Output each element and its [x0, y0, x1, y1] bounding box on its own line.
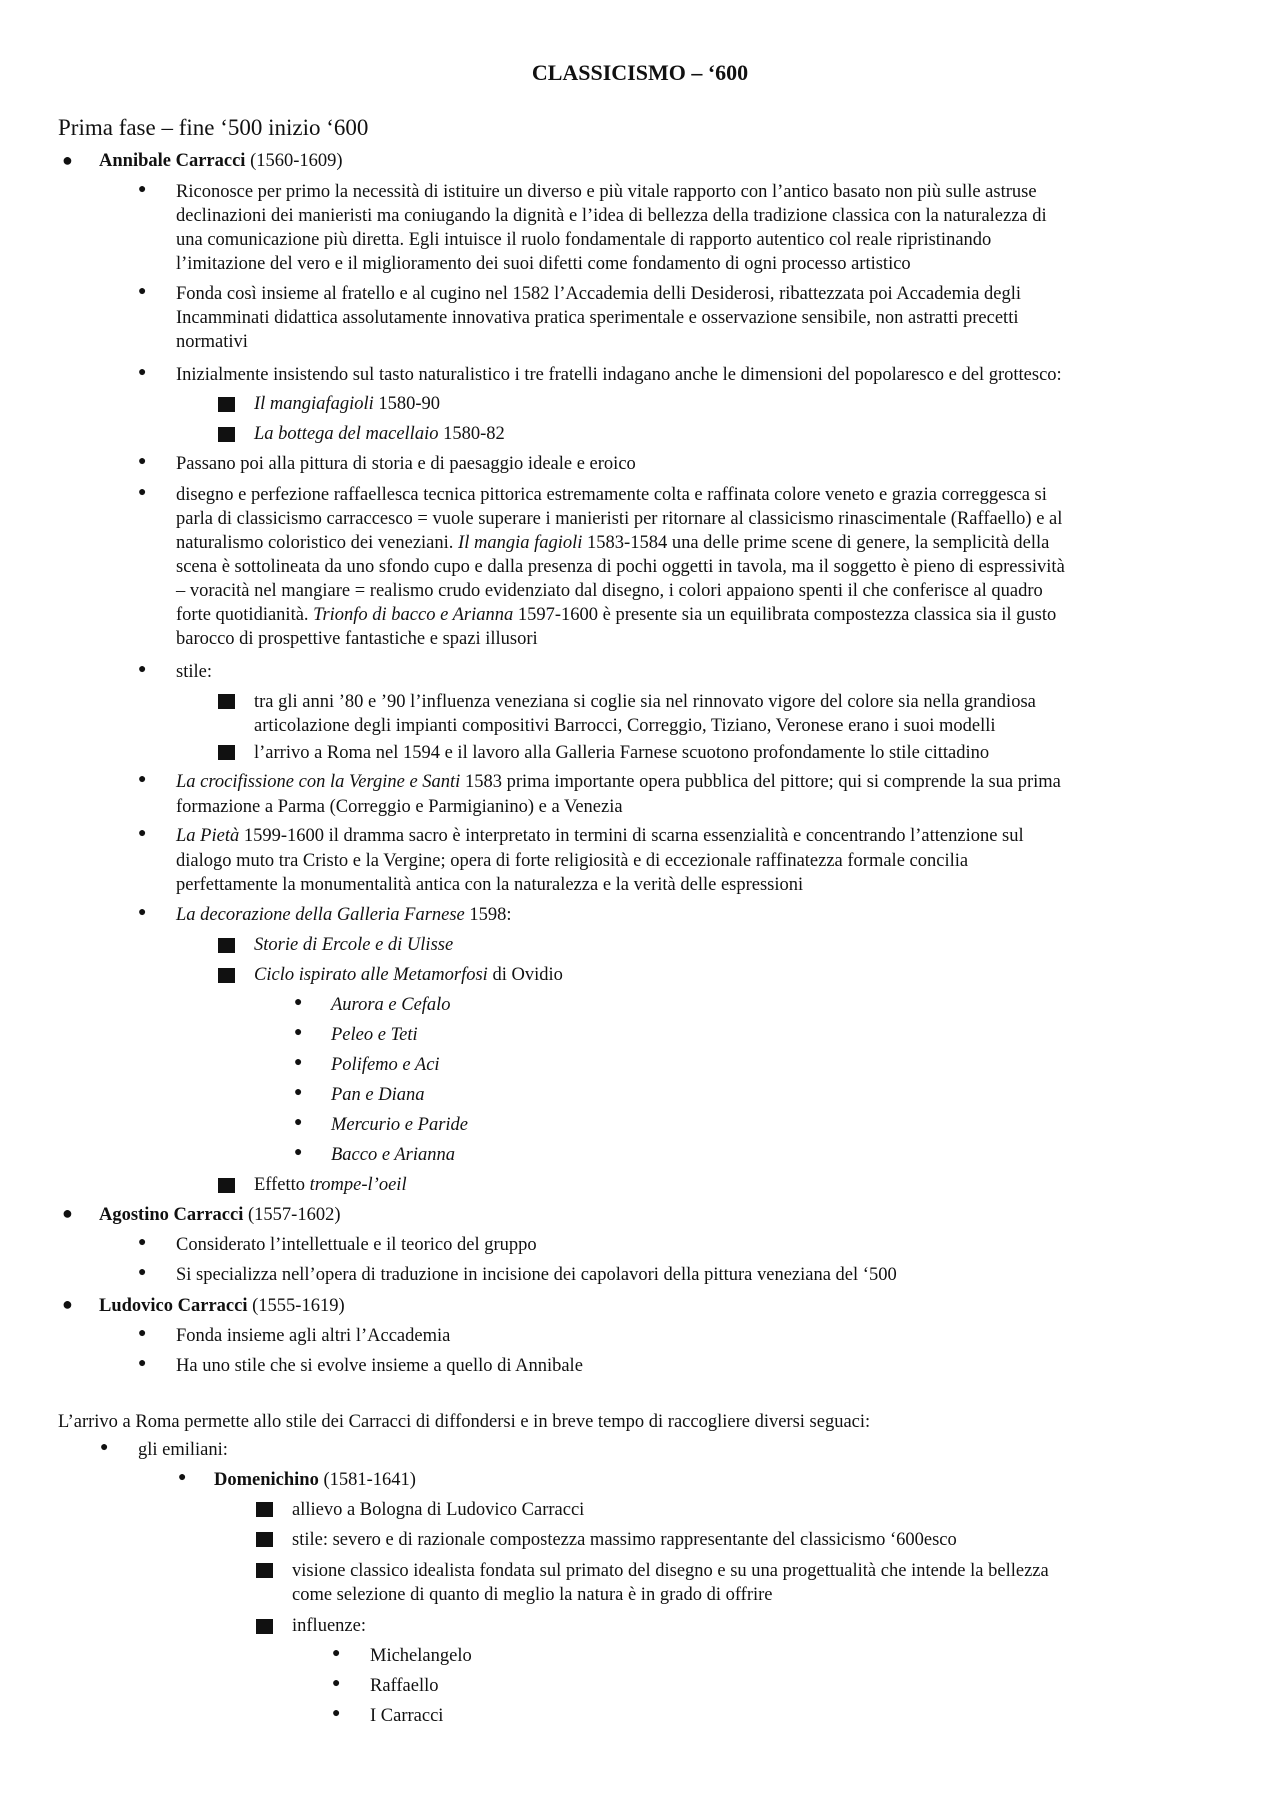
bullet-icon: ● [62, 150, 73, 170]
bullet-icon: ● [138, 284, 147, 299]
work-bottega-macellaio: La bottega del macellaio 1580-82 [254, 424, 505, 444]
pieta-line-2: dialogo muto tra Cristo e la Vergine; opera di forte religiosità e di eccezionale raffinatezza formale concilia [176, 851, 969, 871]
bullet-icon: ● [332, 1706, 341, 1721]
bullet-icon: ● [138, 1356, 147, 1371]
bullet-icon: ● [294, 1085, 303, 1100]
bullet-icon: ● [294, 1025, 303, 1040]
stile-item-2: l’arrivo a Roma nel 1594 e il lavoro alla Galleria Farnese scuotono profondamente lo stile cittadino [254, 743, 990, 763]
bullet-icon: ● [294, 1115, 303, 1130]
document-page: CLASSICISMO – ‘600 Prima fase – fine ‘500 inizio ‘600 ● Annibale Carracci (1560-1609) ● Riconosce per primo la necessità di istituire un diverso e più vitale rapporto con l’antico basato non più sulle astruse declinazioni dei manieristi ma coniugando la dignità e l’idea di bellezza della tradizione classica con la naturalezza di una comunicazione più diretta. Egli intuisce il ruolo fondamentale di rapporto autentico col reale ripristinando l’imitazione del vero e il miglioramento dei suoi difetti come fondamento di ogni processo artistico ● Fonda così insieme al fratello e al cugino nel 1582 l’Accademia delli Desiderosi, ribattezzata poi Accademia degli Incamminati didattica assolutamente innovativa pratica sperimentale e osservazione sensibile, non astratti precetti normativi ● Inizialmente insistendo sul tasto naturalistico i tre fratelli indagano anche le dimensioni del popolaresco e del grottesco: Il mangiafagioli 1580-90 La bottega del macellaio 1580-82 ● Passano poi alla pittura di storia e di paesaggio ideale e eroico ● disegno e perfezione raffaellesca tecnica pittorica estremamente colta e raffinata colore veneto e grazia correggesca si parla di classicismo carraccesco = vuole superare i manieristi per ritornare al classicismo rinascimentale (Raffaello) e al naturalismo coloristico dei veneziani. Il mangia fagioli 1583-1584 una delle prime scene di genere, la semplicità della scena è sottolineata da uno sfondo cupo e dalla presenza di pochi oggetti in tavola, ma il soggetto è pieno di espressività – voracità nel mangiare = realismo crudo evidenziato dal disegno, i colori appaiono spenti il che conferisce al quadro forte quotidianità. Trionfo di bacco e Arianna 1597-1600 è presente sia un equilibrata compostezza classica sia il gusto barocco di prospettive fantastiche e spazi illusori ● stile: tra gli anni ’80 e ’90 l’influenza veneziana si coglie sia nel rinnovato vigore del colore sia nella grandiosa articolazione degli impianti compositivi Barrocci, Correggio, Tiziano, Veronese erano i suoi modelli l’arrivo a Roma nel 1594 e il lavoro alla Galleria Farnese scuotono profondamente lo stile cittadino ● La crocifissione con la Vergine e Santi 1583 prima importante opera pubblica del pittore; qui si comprende la sua prima formazione a Parma (Correggio e Parmigianino) e a Venezia ● La Pietà 1599-1600 il dramma sacro è interpretato in termini di scarna essenzialità e concentrando l’attenzione sul dialogo muto tra Cristo e la Vergine; opera di forte religiosità e di eccezionale raffinatezza formale concilia perfettamente la monumentalità antica con la naturalezza e la verità delle espressioni ● La decorazione della Galleria Farnese 1598: Storie di Ercole e di Ulisse Ciclo ispirato alle Metamorfosi di Ovidio ● Aurora e Cefalo ● Peleo e Teti ● Polifemo e Aci ● Pan e Diana ● Mercurio e Paride ● Bacco e Arianna Effetto trompe-l’oeil ● Agostino Carracci (1557-1602) ● Considerato l’intellettuale e il teorico del gruppo ● Si specializza nell’opera di traduzione in incisione dei capolavori della pittura veneziana del ‘500 ● Ludovico Carracci (1555-1619) ● Fonda insieme agli altri l’Accademia ● Ha uno stile che si evolve insieme a quello di Annibale L’arrivo a Roma permette allo stile dei Carracci di diffondersi e in breve tempo di raccogliere diversi seguaci: ● gli emiliani: ● Domenichino (1581-1641) allievo a Bologna di Ludovico Carracci stile: severo e di razionale compostezza massimo rappresentante del classicismo ‘600esco visione classico idealista fondata sul primato del disegno e su una progettualità che intende la bellezza come selezione di quanto di meglio la natura è in grado di offrire influenze: ● Michelangelo ● Raffaello ● I Carracci [0, 0, 1280, 1811]
list-item: Mercurio e Paride [331, 1115, 468, 1135]
stile-heading: stile: [176, 662, 212, 682]
pieta-line-1: La Pietà 1599-1600 il dramma sacro è interpretato in termini di scarna essenzialità e concentrando l’attenzione sul [176, 826, 1024, 846]
stile-item-1: tra gli anni ’80 e ’90 l’influenza veneziana si coglie sia nel rinnovato vigore del colore sia nella grandiosa [254, 692, 1036, 712]
list-item: Considerato l’intellettuale e il teorico del gruppo [176, 1235, 537, 1255]
bullet-icon: ● [138, 485, 147, 500]
farnese-item-3: Effetto trompe-l’oeil [254, 1175, 407, 1195]
square-bullet-icon [256, 1619, 273, 1634]
square-bullet-icon [218, 397, 235, 412]
list-item: I Carracci [370, 1706, 444, 1726]
artist-ludovico: Ludovico Carracci (1555-1619) [99, 1296, 345, 1316]
domenichino-item-2: stile: severo e di razionale compostezza massimo rappresentante del classicismo ‘600esco [292, 1530, 957, 1550]
bullet-icon: ● [138, 1235, 147, 1250]
roma-paragraph: L’arrivo a Roma permette allo stile dei Carracci di diffondersi e in breve tempo di raccogliere diversi seguaci: [58, 1412, 871, 1432]
list-item: Raffaello [370, 1676, 439, 1696]
bullet-icon: ● [138, 365, 147, 380]
domenichino-item-1: allievo a Bologna di Ludovico Carracci [292, 1500, 585, 1520]
bullet-icon: ● [332, 1676, 341, 1691]
bullet-icon: ● [138, 826, 147, 841]
farnese-heading: La decorazione della Galleria Farnese 1598: [176, 905, 512, 925]
bullet-icon: ● [178, 1470, 187, 1485]
crocifissione-line-1: La crocifissione con la Vergine e Santi 1583 prima importante opera pubblica del pittore; qui si comprende la sua prima [176, 772, 1061, 792]
square-bullet-icon [218, 427, 235, 442]
work-mangiafagioli: Il mangiafagioli 1580-90 [254, 394, 441, 414]
bullet-icon: ● [62, 1294, 73, 1314]
bullet-icon: ● [294, 1055, 303, 1070]
square-bullet-icon [256, 1532, 273, 1547]
list-item: Polifemo e Aci [331, 1055, 440, 1075]
artist-annibale: Annibale Carracci (1560-1609) [99, 151, 343, 171]
stile-item-1-cont: articolazione degli impianti compositivi Barrocci, Correggio, Tiziano, Veronese erano i suoi modelli [254, 716, 996, 736]
bullet-icon: ● [138, 1326, 147, 1341]
list-item: Peleo e Teti [331, 1025, 418, 1045]
artist-agostino: Agostino Carracci (1557-1602) [99, 1205, 341, 1225]
square-bullet-icon [218, 968, 235, 983]
bullet-icon: ● [138, 454, 147, 469]
square-bullet-icon [218, 1178, 235, 1193]
list-item: Bacco e Arianna [331, 1145, 455, 1165]
square-bullet-icon [218, 694, 235, 709]
domenichino-item-3: visione classico idealista fondata sul primato del disegno e su una progettualità che intende la bellezza [292, 1561, 1049, 1581]
annibale-paragraph-3: Inizialmente insistendo sul tasto naturalistico i tre fratelli indagano anche le dimensioni del popolaresco e del grottesco: [176, 365, 1062, 385]
square-bullet-icon [256, 1502, 273, 1517]
list-item: Ha uno stile che si evolve insieme a quello di Annibale [176, 1356, 583, 1376]
bullet-icon: ● [100, 1440, 109, 1455]
bullet-icon: ● [138, 1265, 147, 1280]
bullet-icon: ● [294, 995, 303, 1010]
bullet-icon: ● [332, 1646, 341, 1661]
artist-domenichino: Domenichino (1581-1641) [214, 1470, 416, 1490]
bullet-icon: ● [62, 1203, 73, 1223]
list-item: Fonda insieme agli altri l’Accademia [176, 1326, 451, 1346]
bullet-icon: ● [138, 182, 147, 197]
pieta-line-3: perfettamente la monumentalità antica con la naturalezza e la verità delle espressioni [176, 875, 804, 895]
list-item: Michelangelo [370, 1646, 472, 1666]
list-item: Si specializza nell’opera di traduzione in incisione dei capolavori della pittura veneziana del ‘500 [176, 1265, 897, 1285]
square-bullet-icon [218, 745, 235, 760]
list-item: Pan e Diana [331, 1085, 425, 1105]
crocifissione-line-2: formazione a Parma (Correggio e Parmigianino) e a Venezia [176, 797, 623, 817]
domenichino-item-3-cont: come selezione di quanto di meglio la natura è in grado di offrire [292, 1585, 773, 1605]
square-bullet-icon [218, 938, 235, 953]
annibale-paragraph-4: Passano poi alla pittura di storia e di paesaggio ideale e eroico [176, 454, 636, 474]
document-title: CLASSICISMO – ‘600 [531, 60, 749, 85]
domenichino-item-4: influenze: [292, 1616, 366, 1636]
bullet-icon: ● [138, 772, 147, 787]
section-heading: Prima fase – fine ‘500 inizio ‘600 [58, 115, 369, 140]
farnese-item-1: Storie di Ercole e di Ulisse [254, 935, 454, 955]
list-item: Aurora e Cefalo [331, 995, 451, 1015]
emiliani-heading: gli emiliani: [138, 1440, 228, 1460]
bullet-icon: ● [138, 905, 147, 920]
bullet-icon: ● [138, 662, 147, 677]
bullet-icon: ● [294, 1145, 303, 1160]
square-bullet-icon [256, 1563, 273, 1578]
farnese-item-2: Ciclo ispirato alle Metamorfosi di Ovidio [254, 965, 563, 985]
